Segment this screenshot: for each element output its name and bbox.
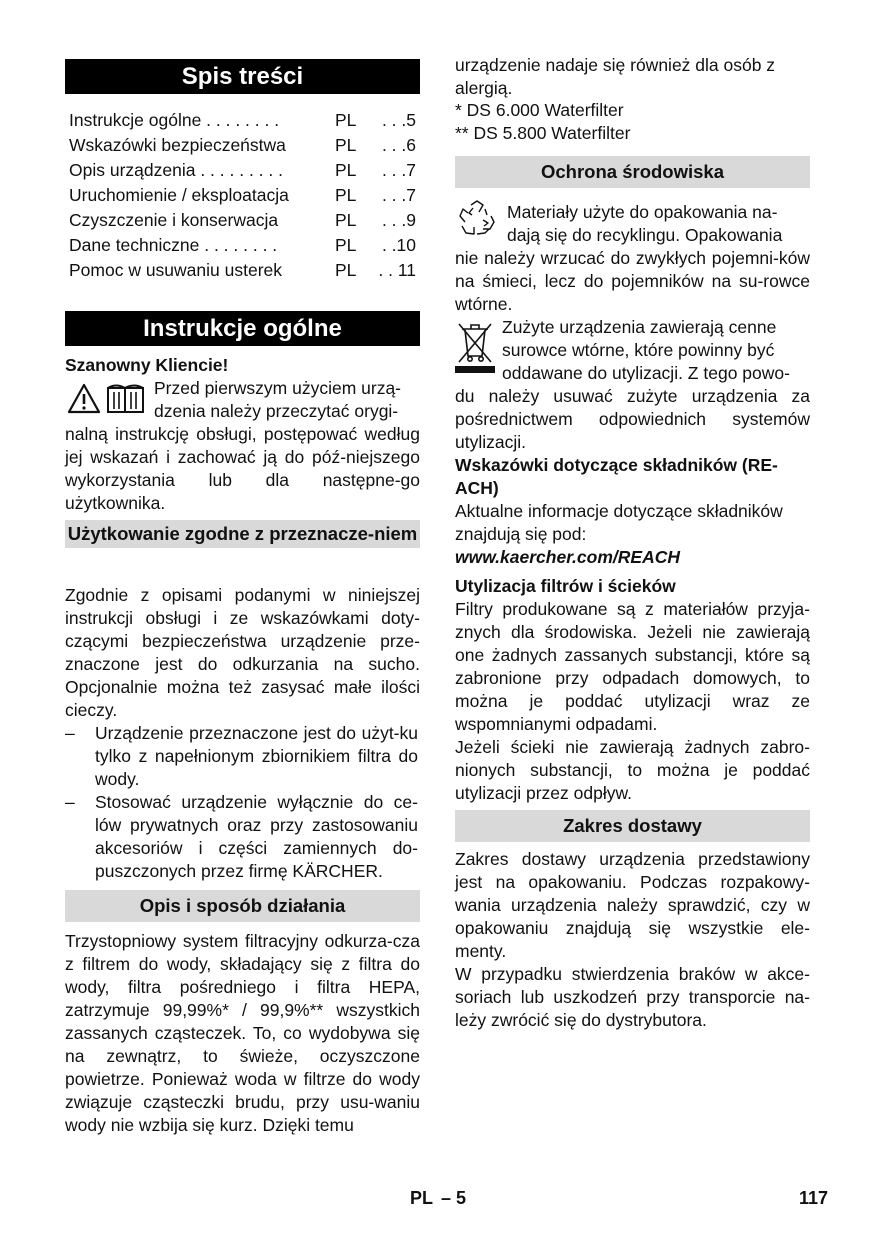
toc-entry [65,258,420,283]
toc-entry-title: Wskazówki bezpieczeństwa [69,135,286,155]
toc-entry-title: Czyszczenie i konserwacja [69,210,279,230]
toc-entry [65,183,420,208]
manual-book-icon [105,382,149,416]
recycle-icon [457,199,497,239]
toc-entry-lang: PL [335,235,357,255]
footer-section-page: – 5 [441,1188,467,1208]
toc-entry-lang: PL [335,185,357,205]
greeting: Szanowny Kliencie! [65,355,229,375]
reach-link[interactable]: www.kaercher.com/REACH [455,547,680,567]
reach-text: Aktualne informacje dotyczące składników znajdują się pod: [455,501,783,544]
function-paragraph: Trzystopniowy system filtracyjny odkurza-cza z filtrem do wody, składający się z filtra do wody, filtra pośredniego i filtra HEPA, zatrzymuje 99,99%* / 99,9%** wszystkich zassanych cząsteczek. To, co wydobywa się na zewnątrz, to świeże, oczyszczone powietrze. Ponieważ woda w filtrze do wody związuje cząsteczki brudu, przy usu-waniu wody nie wzbija się kurz. Dzięki temu [65,931,420,1135]
reach-heading: Wskazówki dotyczące składników (RE-ACH) [455,455,778,498]
section-title-general: Instrukcje ogólne [65,311,420,346]
toc-entry-title: Dane techniczne . . . . . . . . [69,235,278,255]
weee-line-3: oddawane do utylizacji. Z tego powo- [502,363,790,383]
weee-line-2: surowce wtórne, które powinny być [502,340,775,360]
footnote-2: ** DS 5.800 Waterfilter [455,123,631,143]
toc-entry-lang: PL [335,260,357,280]
toc-entry-page: . . .5 [381,110,416,130]
list-dash: – [65,792,75,812]
toc-entry-page: . .10 [381,235,416,255]
toc-entry-page: . . 11 [378,260,416,280]
filters-text-2: Jeżeli ścieki nie zawierają żadnych zabro-nionych substancji, to można je poddać utylizacji przez odpływ. [455,737,810,803]
delivery-text-1: Zakres dostawy urządzenia przedstawiony jest na opakowaniu. Podczas rozpakowy-wania urządzenia należy sprawdzić, czy w opakowaniu znajdują się wszystkie ele-menty. [455,849,810,961]
toc-entry [65,133,420,158]
toc-entry-title: Instrukcje ogólne . . . . . . . . [69,110,280,130]
weee-bin-icon [455,318,495,376]
toc-entry-page: . . .6 [381,135,416,155]
toc-entry-title: Opis urządzenia . . . . . . . . . [69,160,283,180]
toc-entry-lang: PL [335,110,357,130]
toc-entry-page: . . .7 [381,160,416,180]
list-dash: – [65,723,75,743]
list-item-text: Stosować urządzenie wyłącznie do ce-lów prywatnych oraz przy zastosowaniu akcesoriów i części zamiennych do-puszczonych przez firmę KÄRCHER. [95,792,418,881]
warning-text: nalną instrukcję obsługi, postępować według jej wskazań i zachować ją do póź-niejszego wykorzystania lub dla następne-go użytkownika. [65,424,420,513]
intended-use-paragraph: Zgodnie z opisami podanymi w niniejszej instrukcji obsługi i ze wskazówkami doty-czącymi bezpieczeństwa urządzenie prze-znaczone jest do odkurzania na sucho. Opcjonalnie można też zasysać małe ilości cieczy. [65,585,420,720]
section-title-delivery: Zakres dostawy [455,810,810,842]
toc-entry [65,158,420,183]
toc-title: Spis treści [65,59,420,94]
filters-text-1: Filtry produkowane są z materiałów przyja-znych dla środowiska. Jeżeli nie zawierają one żadnych zassanych substancji, które są zabronione przy odpadach domowych, to można je poddać utylizacji wraz ze wspomnianymi odpadami. [455,599,810,734]
warning-line-1: Przed pierwszym użyciem urzą- [154,378,401,398]
recycle-line-1: Materiały użyte do opakowania na- [507,202,778,222]
list-item-text: Urządzenie przeznaczone jest do użyt-ku tylko z napełnionym zbiornikiem filtra do wody. [95,723,418,789]
weee-text: du należy usuwać zużyte urządzenia za pośrednictwem odpowiednich systemów utylizacji. [455,386,810,452]
recycle-line-2: dają się do recyklingu. Opakowania [507,225,783,245]
toc-entry-title: Uruchomienie / eksploatacja [69,185,289,205]
toc-entry-lang: PL [335,210,357,230]
toc-entry-title: Pomoc w usuwaniu usterek [69,260,283,280]
toc-entry-lang: PL [335,160,357,180]
function-continuation: urządzenie nadaje się również dla osób z alergią. [455,55,776,98]
section-title-environment: Ochrona środowiska [455,156,810,188]
weee-line-1: Zużyte urządzenia zawierają cenne [502,317,777,337]
section-title-function: Opis i sposób działania [65,890,420,922]
toc-entry-lang: PL [335,135,357,155]
toc-entry [65,233,420,258]
section-title-intended-use: Użytkowanie zgodne z przeznacze-niem [65,520,420,548]
toc-entry-page: . . .7 [381,185,416,205]
warning-line-2: dzenia należy przeczytać orygi- [154,401,399,421]
recycle-text: nie należy wrzucać do zwykłych pojemni-ków na śmieci, lecz do pojemników na su-rowce wtórne. [455,248,810,314]
delivery-text-2: W przypadku stwierdzenia braków w akce-soriach lub uszkodzeń przy transporcie na-leży zwrócić się do dystrybutora. [455,964,810,1030]
footer-section-label: PL [410,1188,434,1208]
page-number: 117 [799,1188,829,1208]
toc-entry [65,108,420,133]
toc-entry [65,208,420,233]
toc-entry-page: . . .9 [381,210,416,230]
footnote-1: * DS 6.000 Waterfilter [455,100,624,120]
filters-heading: Utylizacja filtrów i ścieków [455,576,676,596]
